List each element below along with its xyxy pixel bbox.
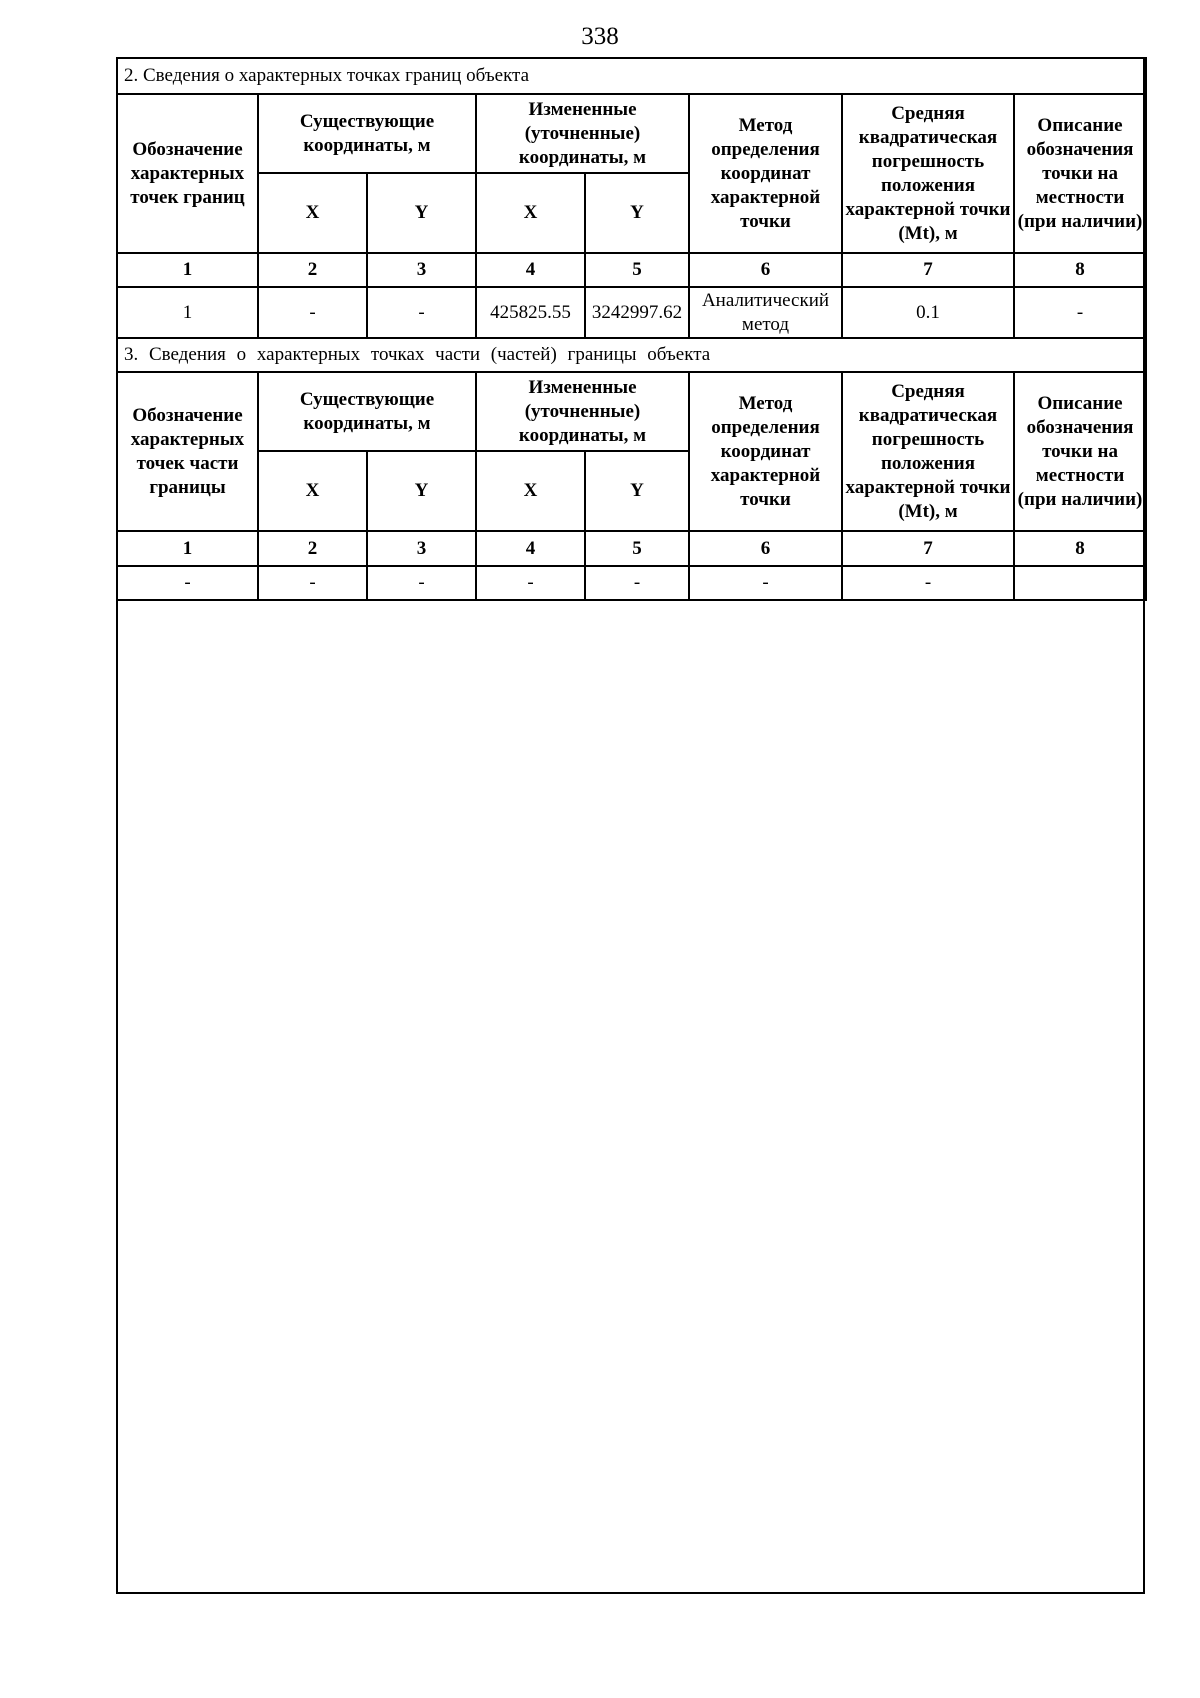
header-description: Описание обозначения точки на местности (при наличии) xyxy=(1014,372,1146,531)
column-number: 6 xyxy=(689,531,842,566)
table-cell: - xyxy=(842,566,1014,600)
column-number: 2 xyxy=(258,531,367,566)
header-existing-coordinates: Существующие координаты, м xyxy=(258,94,476,173)
table-cell: 0.1 xyxy=(842,287,1014,338)
header-changed-y: Y xyxy=(585,451,689,531)
table-cell: - xyxy=(585,566,689,600)
column-number: 3 xyxy=(367,253,476,287)
page-number: 338 xyxy=(581,23,619,50)
section2-title: 2. Сведения о характерных точках границ объекта xyxy=(117,58,1146,94)
column-number: 8 xyxy=(1014,253,1146,287)
table-cell: 1 xyxy=(117,287,258,338)
header-existing-x: X xyxy=(258,451,367,531)
table-row xyxy=(117,287,1146,338)
header-accuracy: Средняя квадратическая погрешность положения характерной точки (Mt), м xyxy=(842,94,1014,253)
column-number: 4 xyxy=(476,531,585,566)
header-point-designation: Обозначение характерных точек части границы xyxy=(117,372,258,531)
header-description: Описание обозначения точки на местности (при наличии) xyxy=(1014,94,1146,253)
table-cell: - xyxy=(367,287,476,338)
header-changed-x: X xyxy=(476,173,585,253)
header-method: Метод определения координат характерной точки xyxy=(689,94,842,253)
table-cell: - xyxy=(258,287,367,338)
header-changed-y: Y xyxy=(585,173,689,253)
column-number: 5 xyxy=(585,531,689,566)
column-number-row xyxy=(117,531,1146,566)
section2-table xyxy=(116,57,1147,339)
header-existing-coordinates: Существующие координаты, м xyxy=(258,372,476,451)
table-cell: - xyxy=(1014,287,1146,338)
header-point-designation: Обозначение характерных точек границ xyxy=(117,94,258,253)
table-cell: Аналитический метод xyxy=(689,287,842,338)
section3-table xyxy=(116,337,1147,601)
table-cell: - xyxy=(689,566,842,600)
column-number: 7 xyxy=(842,531,1014,566)
header-existing-x: X xyxy=(258,173,367,253)
table-cell: 425825.55 xyxy=(476,287,585,338)
column-number: 4 xyxy=(476,253,585,287)
column-number-row xyxy=(117,253,1146,287)
table-cell xyxy=(1014,566,1146,600)
header-existing-y: Y xyxy=(367,451,476,531)
table-row xyxy=(117,566,1146,600)
column-number: 5 xyxy=(585,253,689,287)
column-number: 3 xyxy=(367,531,476,566)
column-number: 1 xyxy=(117,253,258,287)
header-changed-x: X xyxy=(476,451,585,531)
column-number: 6 xyxy=(689,253,842,287)
column-number: 8 xyxy=(1014,531,1146,566)
column-number: 1 xyxy=(117,531,258,566)
table-cell: - xyxy=(476,566,585,600)
column-number: 7 xyxy=(842,253,1014,287)
header-method: Метод определения координат характерной точки xyxy=(689,372,842,531)
section3-title: 3. Сведения о характерных точках части (частей) границы объекта xyxy=(117,338,1146,372)
header-changed-coordinates: Измененные (уточненные) координаты, м xyxy=(476,94,689,173)
table-cell: 3242997.62 xyxy=(585,287,689,338)
header-changed-coordinates: Измененные (уточненные) координаты, м xyxy=(476,372,689,451)
table-cell: - xyxy=(367,566,476,600)
header-existing-y: Y xyxy=(367,173,476,253)
column-number: 2 xyxy=(258,253,367,287)
table-cell: - xyxy=(117,566,258,600)
table-cell: - xyxy=(258,566,367,600)
header-accuracy: Средняя квадратическая погрешность положения характерной точки (Mt), м xyxy=(842,372,1014,531)
